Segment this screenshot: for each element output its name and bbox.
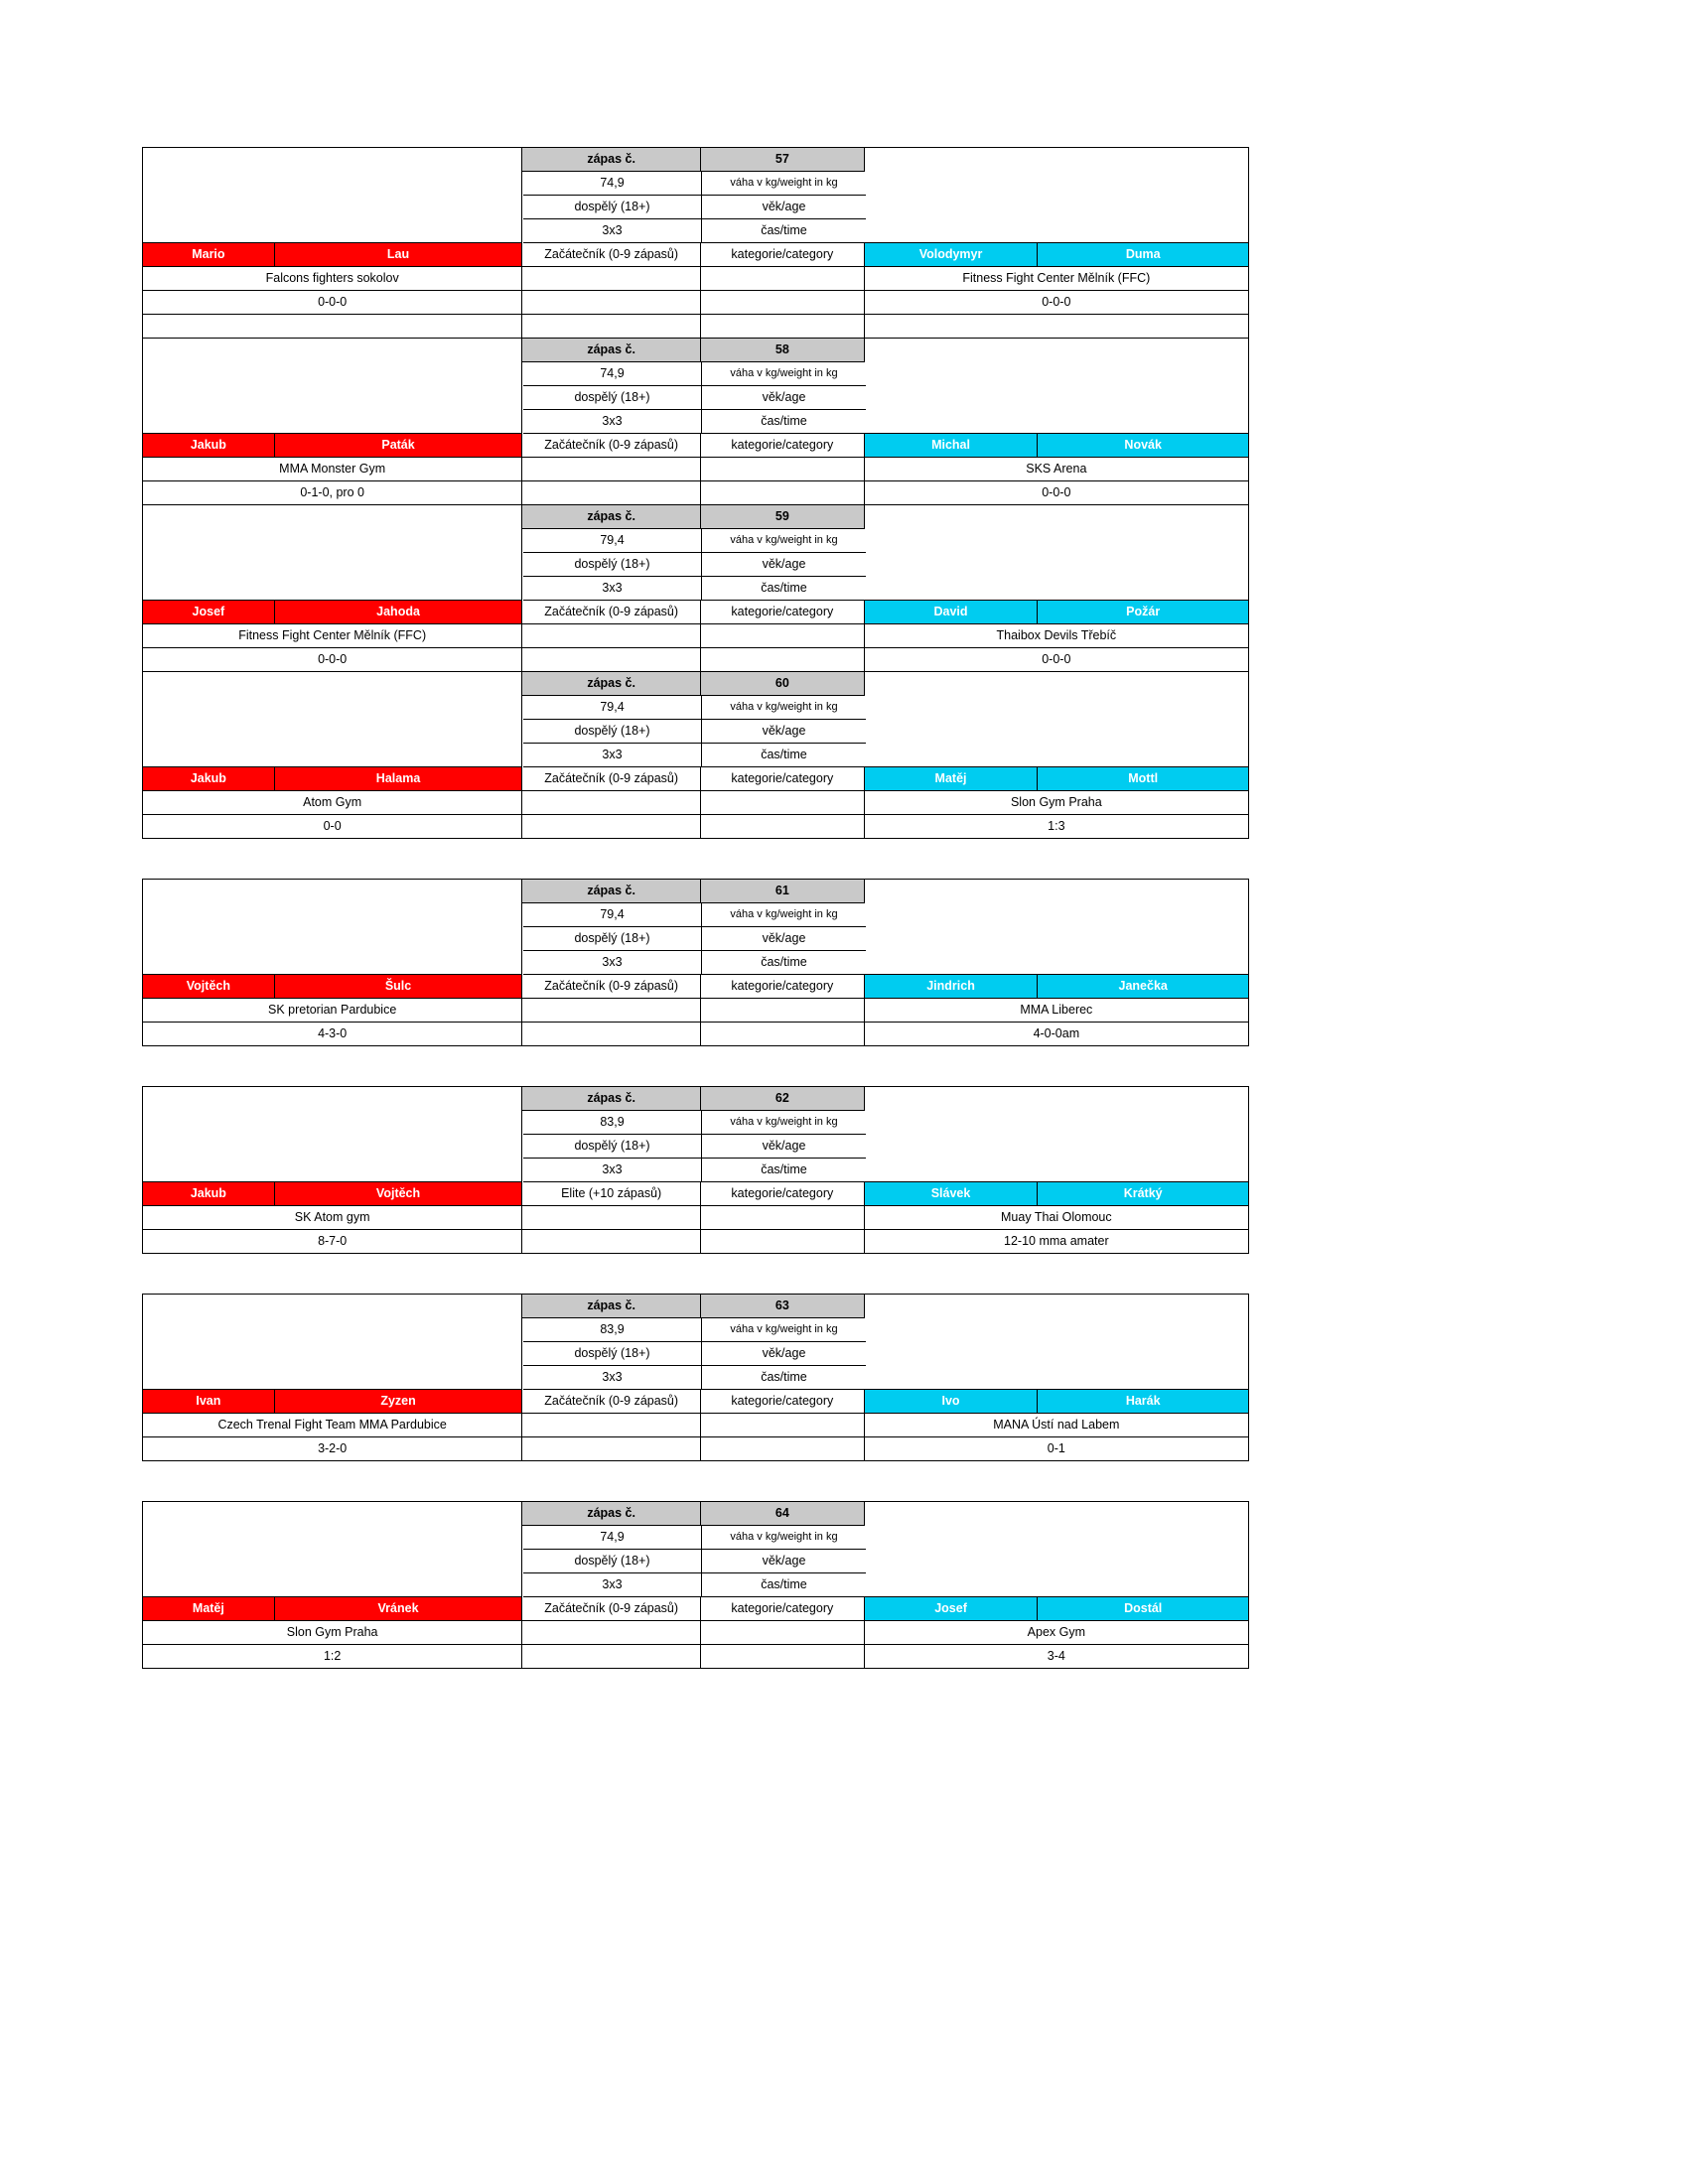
- match-time-label: čas/time: [702, 577, 866, 601]
- red-fighter-record: 0-0-0: [143, 291, 522, 315]
- match-no-label: zápas č.: [522, 672, 701, 696]
- match-category-label: kategorie/category: [701, 767, 865, 791]
- match-age-value: dospělý (18+): [523, 927, 702, 951]
- red-fighter-lastname: Lau: [275, 243, 523, 267]
- match-number: 64: [701, 1502, 865, 1526]
- match-age-value: dospělý (18+): [523, 386, 702, 410]
- spacer-cell: [865, 315, 1248, 339]
- blue-fighter-lastname: Duma: [1038, 243, 1248, 267]
- match-time-label: čas/time: [702, 951, 866, 975]
- table-row-fighters: [143, 601, 1248, 624]
- table-row-fighters: [143, 243, 1248, 267]
- match-age-label: věk/age: [702, 1550, 866, 1573]
- left-corner-spacer: [143, 1502, 522, 1597]
- match-weight-value: 74,9: [523, 1526, 702, 1550]
- blue-fighter-lastname: Dostál: [1038, 1597, 1248, 1621]
- match-age-label: věk/age: [702, 1342, 866, 1366]
- blue-fighter-gym: Apex Gym: [865, 1621, 1248, 1645]
- match-time-label: čas/time: [702, 1366, 866, 1390]
- blue-fighter-record: 0-0-0: [865, 291, 1248, 315]
- right-corner-spacer: [865, 339, 1248, 434]
- blue-fighter-record: 0-0-0: [865, 648, 1248, 672]
- left-corner-spacer: [143, 672, 522, 767]
- right-corner-spacer: [865, 1087, 1248, 1182]
- table-row-gyms: [143, 1621, 1248, 1645]
- match-block: [142, 879, 1249, 1046]
- table-row-records: [143, 1023, 1248, 1046]
- match-no-label: zápas č.: [522, 1087, 701, 1111]
- red-fighter-lastname: Šulc: [275, 975, 523, 999]
- match-weight-label: váha v kg/weight in kg: [702, 1318, 866, 1342]
- match-number: 60: [701, 672, 865, 696]
- spacer-cell: [701, 458, 865, 481]
- match-age-value: dospělý (18+): [523, 1135, 702, 1159]
- match-category-value: Začátečník (0-9 zápasů): [522, 975, 701, 999]
- red-fighter-lastname: Jahoda: [275, 601, 523, 624]
- blue-fighter-lastname: Požár: [1038, 601, 1248, 624]
- table-row-records: [143, 815, 1248, 839]
- red-fighter-record: 0-0-0: [143, 648, 522, 672]
- red-fighter-gym: Czech Trenal Fight Team MMA Pardubice: [143, 1414, 522, 1437]
- match-age-value: dospělý (18+): [523, 553, 702, 577]
- match-number: 59: [701, 505, 865, 529]
- table-row-gyms: [143, 624, 1248, 648]
- blue-fighter-firstname: Volodymyr: [865, 243, 1039, 267]
- red-fighter-lastname: Zyzen: [275, 1390, 523, 1414]
- spacer-cell: [701, 1437, 865, 1461]
- blue-fighter-lastname: Krátký: [1038, 1182, 1248, 1206]
- match-time-value: 3x3: [523, 577, 702, 601]
- blue-fighter-firstname: Michal: [865, 434, 1039, 458]
- red-fighter-record: 1:2: [143, 1645, 522, 1669]
- block-gap: [142, 1046, 1249, 1086]
- match-no-label: zápas č.: [522, 339, 701, 362]
- blue-fighter-lastname: Harák: [1038, 1390, 1248, 1414]
- match-category-value: Začátečník (0-9 zápasů): [522, 1597, 701, 1621]
- spacer-cell: [701, 999, 865, 1023]
- blue-fighter-firstname: David: [865, 601, 1039, 624]
- match-block: [142, 1294, 1249, 1461]
- match-age-label: věk/age: [702, 927, 866, 951]
- red-fighter-lastname: Halama: [275, 767, 523, 791]
- match-time-label: čas/time: [702, 1159, 866, 1182]
- blue-fighter-record: 1:3: [865, 815, 1248, 839]
- match-category-value: Začátečník (0-9 zápasů): [522, 767, 701, 791]
- table-row-gyms: [143, 1414, 1248, 1437]
- left-corner-spacer: [143, 880, 522, 975]
- match-number: 57: [701, 148, 865, 172]
- match-weight-value: 83,9: [523, 1111, 702, 1135]
- red-fighter-gym: Falcons fighters sokolov: [143, 267, 522, 291]
- match-no-label: zápas č.: [522, 505, 701, 529]
- red-fighter-record: 3-2-0: [143, 1437, 522, 1461]
- match-time-value: 3x3: [523, 744, 702, 767]
- red-fighter-record: 0-0: [143, 815, 522, 839]
- match-time-label: čas/time: [702, 1573, 866, 1597]
- table-row-records: [143, 1645, 1248, 1669]
- match-age-value: dospělý (18+): [523, 196, 702, 219]
- red-fighter-lastname: Vránek: [275, 1597, 523, 1621]
- red-fighter-gym: SK pretorian Pardubice: [143, 999, 522, 1023]
- table-row-gyms: [143, 791, 1248, 815]
- table-row-records: [143, 481, 1248, 505]
- spacer-cell: [522, 481, 701, 505]
- match-weight-label: váha v kg/weight in kg: [702, 696, 866, 720]
- blue-fighter-lastname: Novák: [1038, 434, 1248, 458]
- match-time-value: 3x3: [523, 1573, 702, 1597]
- match-time-value: 3x3: [523, 951, 702, 975]
- match-weight-value: 74,9: [523, 362, 702, 386]
- spacer-cell: [522, 315, 701, 339]
- spacer-cell: [522, 1414, 701, 1437]
- right-corner-spacer: [865, 880, 1248, 975]
- blue-fighter-firstname: Jindrich: [865, 975, 1039, 999]
- blue-fighter-record: 4-0-0am: [865, 1023, 1248, 1046]
- match-weight-label: váha v kg/weight in kg: [702, 529, 866, 553]
- table-row-fighters: [143, 1182, 1248, 1206]
- spacer-cell: [522, 1645, 701, 1669]
- blue-fighter-firstname: Matěj: [865, 767, 1039, 791]
- table-row-records: [143, 1230, 1248, 1254]
- blue-fighter-lastname: Janečka: [1038, 975, 1248, 999]
- red-fighter-firstname: Josef: [143, 601, 275, 624]
- right-corner-spacer: [865, 148, 1248, 243]
- spacer-cell: [522, 291, 701, 315]
- match-weight-label: váha v kg/weight in kg: [702, 172, 866, 196]
- blue-fighter-gym: MMA Liberec: [865, 999, 1248, 1023]
- match-time-value: 3x3: [523, 219, 702, 243]
- red-fighter-record: 0-1-0, pro 0: [143, 481, 522, 505]
- block-gap: [142, 839, 1249, 879]
- spacer-cell: [701, 624, 865, 648]
- match-no-label: zápas č.: [522, 1502, 701, 1526]
- spacer-cell: [143, 315, 522, 339]
- match-category-value: Začátečník (0-9 zápasů): [522, 434, 701, 458]
- match-weight-value: 83,9: [523, 1318, 702, 1342]
- blue-fighter-gym: Slon Gym Praha: [865, 791, 1248, 815]
- match-age-value: dospělý (18+): [523, 720, 702, 744]
- left-corner-spacer: [143, 339, 522, 434]
- red-fighter-firstname: Ivan: [143, 1390, 275, 1414]
- match-time-value: 3x3: [523, 1159, 702, 1182]
- match-block: [142, 1086, 1249, 1254]
- table-row-gyms: [143, 999, 1248, 1023]
- table-row-gyms: [143, 458, 1248, 481]
- fight-card-sheet: [142, 147, 1249, 1669]
- spacer-cell: [701, 1621, 865, 1645]
- red-fighter-gym: Atom Gym: [143, 791, 522, 815]
- match-number: 61: [701, 880, 865, 903]
- red-fighter-record: 8-7-0: [143, 1230, 522, 1254]
- match-block: [142, 147, 1249, 839]
- spacer-cell: [522, 1621, 701, 1645]
- red-fighter-lastname: Vojtěch: [275, 1182, 523, 1206]
- table-row-gyms: [143, 267, 1248, 291]
- block-gap: [142, 1254, 1249, 1294]
- spacer-cell: [522, 624, 701, 648]
- red-fighter-gym: SK Atom gym: [143, 1206, 522, 1230]
- spacer-cell: [701, 1023, 865, 1046]
- spacer-cell: [522, 1437, 701, 1461]
- blue-fighter-gym: Fitness Fight Center Mělník (FFC): [865, 267, 1248, 291]
- red-fighter-record: 4-3-0: [143, 1023, 522, 1046]
- red-fighter-gym: MMA Monster Gym: [143, 458, 522, 481]
- table-row-gyms: [143, 1206, 1248, 1230]
- red-fighter-firstname: Jakub: [143, 434, 275, 458]
- match-time-label: čas/time: [702, 410, 866, 434]
- match-category-label: kategorie/category: [701, 1597, 865, 1621]
- blue-fighter-gym: MANA Ústí nad Labem: [865, 1414, 1248, 1437]
- spacer-cell: [522, 458, 701, 481]
- right-corner-spacer: [865, 1295, 1248, 1390]
- spacer-cell: [522, 999, 701, 1023]
- spacer-cell: [701, 291, 865, 315]
- spacer-cell: [522, 1206, 701, 1230]
- left-corner-spacer: [143, 148, 522, 243]
- table-row-fighters: [143, 767, 1248, 791]
- match-weight-label: váha v kg/weight in kg: [702, 362, 866, 386]
- match-time-value: 3x3: [523, 1366, 702, 1390]
- left-corner-spacer: [143, 1087, 522, 1182]
- blue-fighter-lastname: Mottl: [1038, 767, 1248, 791]
- match-number: 62: [701, 1087, 865, 1111]
- match-weight-value: 74,9: [523, 172, 702, 196]
- blue-fighter-record: 3-4: [865, 1645, 1248, 1669]
- match-age-label: věk/age: [702, 1135, 866, 1159]
- blue-fighter-gym: Thaibox Devils Třebíč: [865, 624, 1248, 648]
- right-corner-spacer: [865, 1502, 1248, 1597]
- match-no-label: zápas č.: [522, 1295, 701, 1318]
- left-corner-spacer: [143, 505, 522, 601]
- spacer-cell: [701, 648, 865, 672]
- red-fighter-firstname: Jakub: [143, 767, 275, 791]
- red-fighter-lastname: Paták: [275, 434, 523, 458]
- match-no-label: zápas č.: [522, 148, 701, 172]
- match-time-value: 3x3: [523, 410, 702, 434]
- match-category-label: kategorie/category: [701, 1182, 865, 1206]
- blue-fighter-gym: SKS Arena: [865, 458, 1248, 481]
- right-corner-spacer: [865, 672, 1248, 767]
- match-category-label: kategorie/category: [701, 601, 865, 624]
- match-no-label: zápas č.: [522, 880, 701, 903]
- match-category-label: kategorie/category: [701, 1390, 865, 1414]
- match-weight-value: 79,4: [523, 529, 702, 553]
- table-row-fighters: [143, 1390, 1248, 1414]
- spacer-cell: [522, 791, 701, 815]
- table-row-records: [143, 1437, 1248, 1461]
- blue-fighter-record: 0-0-0: [865, 481, 1248, 505]
- table-row-records: [143, 648, 1248, 672]
- blue-fighter-record: 12-10 mma amater: [865, 1230, 1248, 1254]
- red-fighter-firstname: Matěj: [143, 1597, 275, 1621]
- spacer-cell: [701, 1230, 865, 1254]
- red-fighter-firstname: Mario: [143, 243, 275, 267]
- match-weight-label: váha v kg/weight in kg: [702, 1526, 866, 1550]
- blue-fighter-firstname: Josef: [865, 1597, 1039, 1621]
- match-category-label: kategorie/category: [701, 434, 865, 458]
- match-weight-label: váha v kg/weight in kg: [702, 903, 866, 927]
- match-category-label: kategorie/category: [701, 975, 865, 999]
- table-row-fighters: [143, 434, 1248, 458]
- block-gap: [142, 1461, 1249, 1501]
- match-weight-value: 79,4: [523, 696, 702, 720]
- red-fighter-gym: Fitness Fight Center Mělník (FFC): [143, 624, 522, 648]
- table-row-records: [143, 291, 1248, 315]
- spacer-cell: [701, 815, 865, 839]
- blue-fighter-firstname: Slávek: [865, 1182, 1039, 1206]
- match-block: [142, 1501, 1249, 1669]
- spacer-cell: [522, 815, 701, 839]
- match-category-value: Začátečník (0-9 zápasů): [522, 601, 701, 624]
- spacer-cell: [701, 481, 865, 505]
- blue-fighter-record: 0-1: [865, 1437, 1248, 1461]
- match-weight-label: váha v kg/weight in kg: [702, 1111, 866, 1135]
- match-age-label: věk/age: [702, 196, 866, 219]
- blue-fighter-gym: Muay Thai Olomouc: [865, 1206, 1248, 1230]
- right-corner-spacer: [865, 505, 1248, 601]
- match-category-value: Elite (+10 zápasů): [522, 1182, 701, 1206]
- match-age-label: věk/age: [702, 386, 866, 410]
- spacer-cell: [701, 315, 865, 339]
- match-category-value: Začátečník (0-9 zápasů): [522, 243, 701, 267]
- spacer-cell: [701, 1645, 865, 1669]
- spacer-cell: [522, 267, 701, 291]
- match-age-label: věk/age: [702, 553, 866, 577]
- spacer-cell: [701, 267, 865, 291]
- spacer-cell: [701, 1414, 865, 1437]
- table-row-fighters: [143, 975, 1248, 999]
- match-weight-value: 79,4: [523, 903, 702, 927]
- match-time-label: čas/time: [702, 744, 866, 767]
- left-corner-spacer: [143, 1295, 522, 1390]
- spacer-cell: [701, 1206, 865, 1230]
- match-time-label: čas/time: [702, 219, 866, 243]
- match-category-label: kategorie/category: [701, 243, 865, 267]
- spacer-cell: [522, 648, 701, 672]
- match-number: 63: [701, 1295, 865, 1318]
- table-row-fighters: [143, 1597, 1248, 1621]
- spacer-cell: [522, 1023, 701, 1046]
- red-fighter-firstname: Jakub: [143, 1182, 275, 1206]
- match-age-value: dospělý (18+): [523, 1550, 702, 1573]
- red-fighter-gym: Slon Gym Praha: [143, 1621, 522, 1645]
- table-row-blank: [143, 315, 1248, 339]
- match-age-value: dospělý (18+): [523, 1342, 702, 1366]
- spacer-cell: [701, 791, 865, 815]
- red-fighter-firstname: Vojtěch: [143, 975, 275, 999]
- spacer-cell: [522, 1230, 701, 1254]
- match-category-value: Začátečník (0-9 zápasů): [522, 1390, 701, 1414]
- match-number: 58: [701, 339, 865, 362]
- blue-fighter-firstname: Ivo: [865, 1390, 1039, 1414]
- match-age-label: věk/age: [702, 720, 866, 744]
